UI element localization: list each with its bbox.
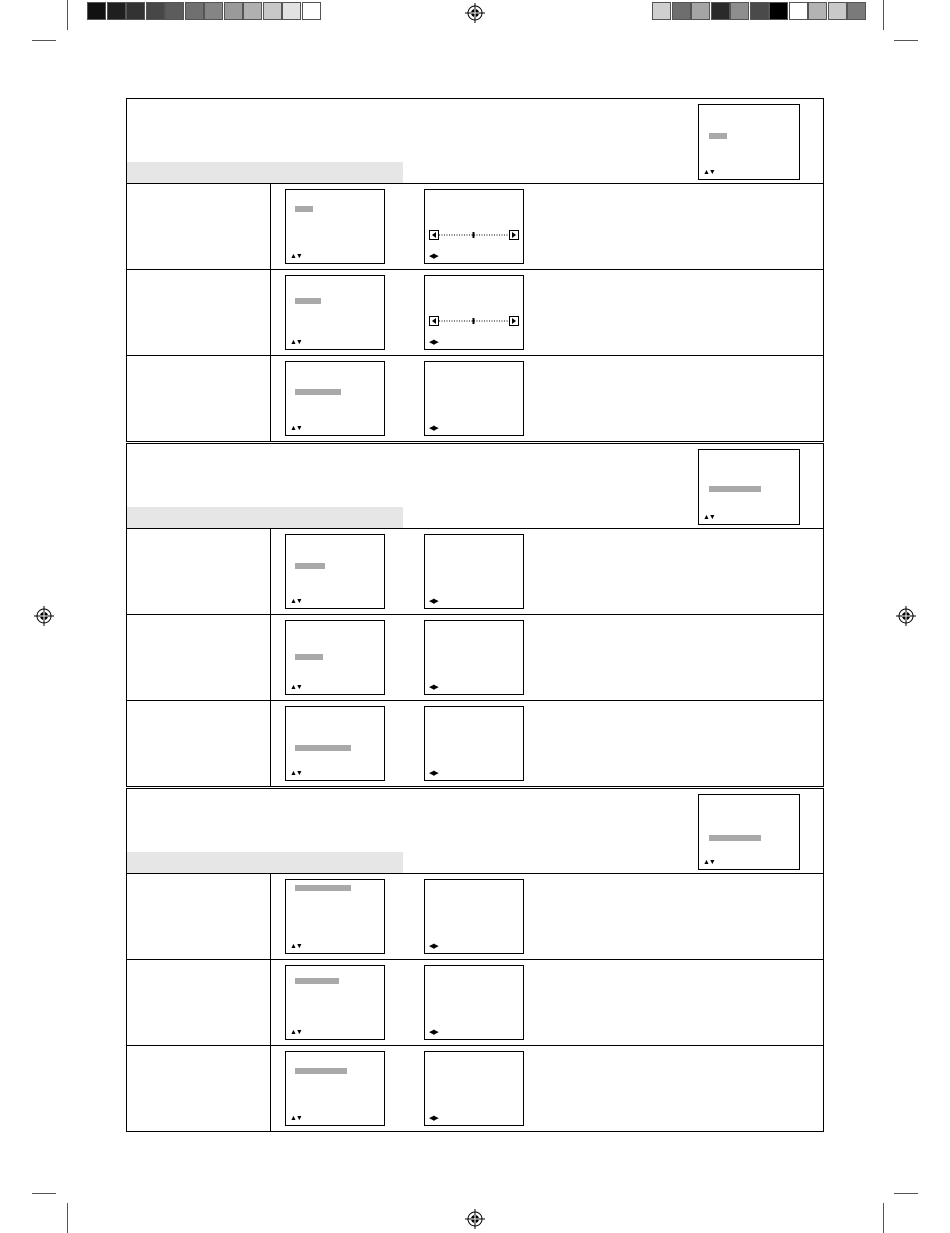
osd-adjust-screen bbox=[424, 534, 524, 609]
menu-section-2 bbox=[126, 443, 824, 787]
osd-adjust-screen bbox=[424, 361, 524, 436]
menu-section-1 bbox=[126, 98, 824, 442]
menu-row bbox=[127, 959, 823, 1045]
left-right-arrows-icon: ◀▶ bbox=[429, 1115, 438, 1122]
registration-mark-icon bbox=[896, 606, 916, 626]
up-down-arrows-icon: ▲▼ bbox=[290, 770, 302, 777]
left-right-arrows-icon: ◀▶ bbox=[429, 1029, 438, 1036]
up-down-arrows-icon: ▲▼ bbox=[290, 1115, 302, 1122]
highlighted-menu-item bbox=[295, 1068, 347, 1074]
highlighted-menu-item bbox=[295, 206, 313, 212]
highlighted-menu-item bbox=[709, 133, 727, 139]
registration-mark-icon bbox=[34, 606, 54, 626]
color-swatch bbox=[789, 2, 808, 20]
highlighted-menu-item bbox=[709, 486, 761, 492]
color-swatch bbox=[243, 2, 262, 20]
color-swatch bbox=[282, 2, 301, 20]
up-down-arrows-icon: ▲▼ bbox=[290, 598, 302, 605]
color-swatch bbox=[711, 2, 730, 20]
left-right-arrows-icon: ◀▶ bbox=[429, 425, 438, 432]
registration-mark-icon bbox=[465, 3, 485, 23]
color-swatch bbox=[263, 2, 282, 20]
up-down-arrows-icon: ▲▼ bbox=[290, 943, 302, 950]
highlighted-menu-item bbox=[295, 298, 321, 304]
color-swatch bbox=[750, 2, 769, 20]
left-right-arrows-icon: ◀▶ bbox=[429, 339, 438, 346]
column-divider bbox=[270, 960, 271, 1045]
color-swatch bbox=[204, 2, 223, 20]
color-swatch bbox=[146, 2, 165, 20]
osd-main-menu-screen bbox=[698, 104, 800, 180]
column-divider bbox=[270, 1046, 271, 1131]
section-header bbox=[127, 99, 823, 183]
adjust-slider bbox=[429, 230, 519, 240]
highlighted-menu-item bbox=[295, 745, 351, 751]
osd-menu-screen bbox=[285, 534, 385, 609]
color-swatch bbox=[87, 2, 106, 20]
color-swatch bbox=[808, 2, 827, 20]
osd-adjust-screen bbox=[424, 1051, 524, 1126]
menu-row bbox=[127, 700, 823, 786]
registration-mark-icon bbox=[465, 1209, 485, 1229]
up-down-arrows-icon: ▲▼ bbox=[703, 169, 715, 176]
color-swatch bbox=[769, 2, 788, 20]
column-divider bbox=[270, 356, 271, 441]
highlighted-menu-item bbox=[709, 835, 761, 841]
section-header bbox=[127, 444, 823, 528]
color-swatch bbox=[224, 2, 243, 20]
crop-mark bbox=[67, 0, 68, 30]
osd-menu-screen bbox=[285, 620, 385, 695]
osd-main-menu-screen bbox=[698, 449, 800, 525]
section-header bbox=[127, 789, 823, 873]
color-swatch bbox=[691, 2, 710, 20]
color-swatch bbox=[730, 2, 749, 20]
crop-mark bbox=[883, 0, 884, 30]
column-divider bbox=[270, 615, 271, 700]
osd-adjust-screen bbox=[424, 275, 524, 350]
color-swatch bbox=[828, 2, 847, 20]
column-divider bbox=[270, 184, 271, 269]
left-right-arrows-icon: ◀▶ bbox=[429, 598, 438, 605]
adjust-slider bbox=[429, 316, 519, 326]
up-down-arrows-icon: ▲▼ bbox=[703, 859, 715, 866]
osd-menu-screen bbox=[285, 275, 385, 350]
column-divider bbox=[270, 270, 271, 355]
osd-menu-screen bbox=[285, 706, 385, 781]
osd-adjust-screen bbox=[424, 706, 524, 781]
osd-adjust-screen bbox=[424, 879, 524, 954]
color-swatch bbox=[652, 2, 671, 20]
crop-mark bbox=[894, 1193, 918, 1194]
highlighted-menu-item bbox=[295, 978, 339, 984]
left-right-arrows-icon: ◀▶ bbox=[429, 943, 438, 950]
crop-mark bbox=[32, 40, 56, 41]
highlighted-menu-item bbox=[295, 563, 325, 569]
menu-row bbox=[127, 355, 823, 441]
menu-row bbox=[127, 1045, 823, 1131]
up-down-arrows-icon: ▲▼ bbox=[290, 253, 302, 260]
menu-row bbox=[127, 873, 823, 959]
section-title-band bbox=[127, 852, 403, 873]
highlighted-menu-item bbox=[295, 885, 351, 891]
column-divider bbox=[270, 874, 271, 959]
color-swatch bbox=[672, 2, 691, 20]
crop-mark bbox=[894, 40, 918, 41]
left-right-arrows-icon: ◀▶ bbox=[429, 253, 438, 260]
column-divider bbox=[270, 529, 271, 614]
osd-main-menu-screen bbox=[698, 794, 800, 870]
highlighted-menu-item bbox=[295, 654, 323, 660]
up-down-arrows-icon: ▲▼ bbox=[290, 339, 302, 346]
up-down-arrows-icon: ▲▼ bbox=[290, 1029, 302, 1036]
left-right-arrows-icon: ◀▶ bbox=[429, 684, 438, 691]
highlighted-menu-item bbox=[295, 389, 341, 395]
menu-row bbox=[127, 614, 823, 700]
osd-menu-screen bbox=[285, 879, 385, 954]
color-swatch bbox=[126, 2, 145, 20]
osd-adjust-screen bbox=[424, 620, 524, 695]
osd-adjust-screen bbox=[424, 189, 524, 264]
crop-mark bbox=[67, 1203, 68, 1233]
crop-mark bbox=[32, 1193, 56, 1194]
osd-adjust-screen bbox=[424, 965, 524, 1040]
color-swatch bbox=[165, 2, 184, 20]
menu-section-3 bbox=[126, 788, 824, 1132]
up-down-arrows-icon: ▲▼ bbox=[290, 425, 302, 432]
section-title-band bbox=[127, 507, 403, 528]
menu-row bbox=[127, 269, 823, 355]
color-swatch bbox=[185, 2, 204, 20]
color-swatch bbox=[302, 2, 321, 20]
crop-mark bbox=[883, 1203, 884, 1233]
menu-row bbox=[127, 183, 823, 269]
menu-row bbox=[127, 528, 823, 614]
up-down-arrows-icon: ▲▼ bbox=[703, 514, 715, 521]
column-divider bbox=[270, 701, 271, 786]
osd-menu-screen bbox=[285, 1051, 385, 1126]
color-swatch bbox=[107, 2, 126, 20]
osd-menu-screen bbox=[285, 189, 385, 264]
color-swatch bbox=[847, 2, 866, 20]
section-title-band bbox=[127, 162, 403, 183]
osd-menu-screen bbox=[285, 361, 385, 436]
osd-menu-screen bbox=[285, 965, 385, 1040]
left-right-arrows-icon: ◀▶ bbox=[429, 770, 438, 777]
up-down-arrows-icon: ▲▼ bbox=[290, 684, 302, 691]
